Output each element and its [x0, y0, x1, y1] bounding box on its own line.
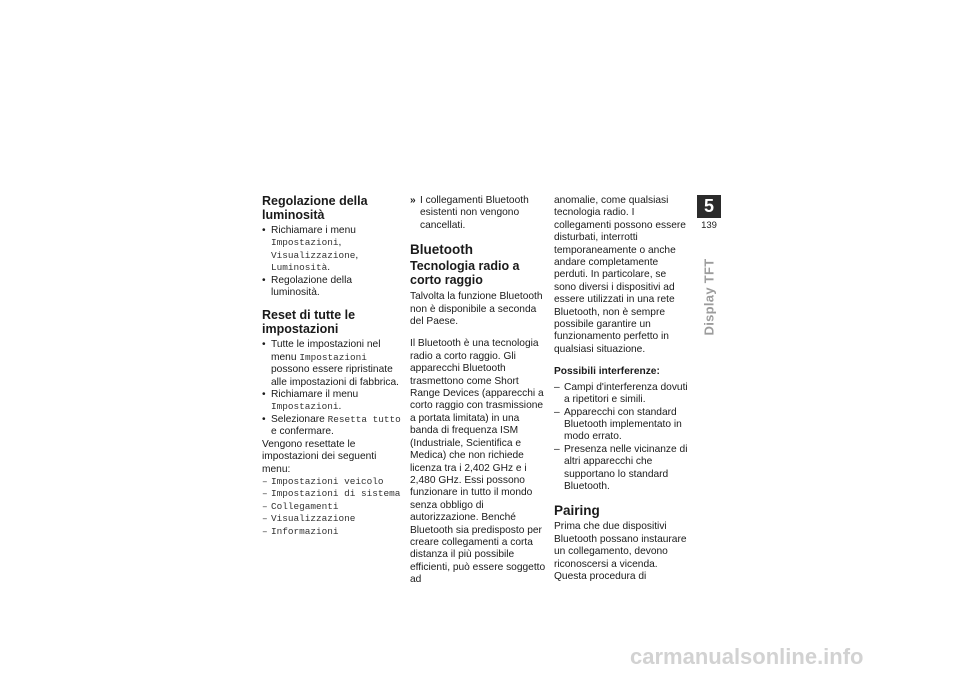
list-item: – Campi d'interferenza dovuti a ripetitori e simili. — [554, 382, 690, 407]
page-number: 139 — [701, 220, 717, 231]
result-list — [410, 195, 548, 232]
list-item: – Apparecchi con standard Bluetooth implementato in modo errato. — [554, 407, 690, 444]
interference-list — [554, 382, 690, 494]
paragraph: Talvolta la funzione Bluetooth non è disponibile a seconda del Paese. — [410, 291, 543, 328]
menu-code: Impostazioni — [271, 237, 339, 249]
watermark-text: carmanualsonline.info — [630, 644, 864, 669]
heading-interference: Possibili interferenze: — [554, 366, 660, 378]
menu-code: Impostazioni — [299, 351, 367, 363]
heading-brightness: Regolazione della luminosità — [262, 194, 368, 222]
heading-pairing: Pairing — [554, 503, 600, 519]
column-2 — [410, 195, 548, 597]
chapter-number: 5 — [697, 195, 721, 218]
menu-code: Impostazioni — [271, 401, 339, 413]
list-item: – Visualizzazione — [262, 513, 402, 525]
reset-steps — [262, 339, 402, 438]
list-item: – Impostazioni veicolo — [262, 476, 402, 488]
list-item: • Regolazione della luminosità. — [262, 275, 402, 300]
list-item: – Informazioni — [262, 526, 402, 538]
list-item: • Richiamare i menu Impostazioni, Visualizzazione, Luminosità. — [262, 225, 402, 275]
heading-short-range: Tecnologia radio a corto raggio — [410, 259, 520, 287]
heading-bluetooth: Bluetooth — [410, 242, 473, 258]
column-1 — [262, 195, 402, 538]
list-item: • Tutte le impostazioni nel menu Impostazioni possono essere ripristinate alle impostazioni di fabbrica. — [262, 339, 402, 389]
section-title: Display TFT — [701, 258, 717, 336]
column-3 — [554, 195, 690, 593]
result-item: » I collegamenti Bluetooth esistenti non vengono cancellati. — [410, 195, 548, 232]
reset-paragraph: Vengono resettate le impostazioni dei seguenti menu: — [262, 438, 377, 475]
list-item: – Presenza nelle vicinanze di altri apparecchi che supportano lo standard Bluetooth. — [554, 444, 690, 494]
menu-code: Luminosità — [271, 262, 328, 274]
brightness-steps — [262, 225, 402, 299]
list-item: • Selezionare Resetta tutto e confermare. — [262, 414, 402, 439]
paragraph: anomalie, come qualsiasi tecnologia radio. I collegamenti possono essere disturbati, interrotti temporaneamente o anche andare completamente perduti. In particolare, se sono diversi i dispositivi ad essere utilizzati in una rete Bluetooth, non è sempre possibile garantire un funzionamento perfetto in qualsiasi situazione. — [554, 195, 686, 355]
list-item: • Richiamare il menu Impostazioni. — [262, 389, 402, 414]
reset-menu-list — [262, 476, 402, 538]
list-item: – Collegamenti — [262, 501, 402, 513]
list-item: – Impostazioni di sistema — [262, 488, 402, 500]
paragraph: Prima che due dispositivi Bluetooth possano instaurare un collegamento, devono riconoscersi a vicenda. Questa procedura di — [554, 521, 687, 582]
menu-code: Resetta tutto — [327, 413, 401, 425]
paragraph: Il Bluetooth è una tecnologia radio a corto raggio. Gli apparecchi Bluetooth trasmettono come Short Range Devices (apparecchi a corto raggio con trasmissione a portata limitata) in una banda di frequenza ISM (Industriale, Scientifica e Medica) che non richiede licenza tra i 2,402 GHz e i 2,480 GHz. Essi possono funzionare in tutto il mondo senza obbligo di autorizzazione. Benché Bluetooth sia predisposto per creare collegamenti a corta distanza il più possibile efficienti, può essere soggetto ad — [410, 338, 546, 586]
menu-code: Visualizzazione — [271, 249, 356, 261]
heading-reset: Reset di tutte le impostazioni — [262, 308, 356, 336]
